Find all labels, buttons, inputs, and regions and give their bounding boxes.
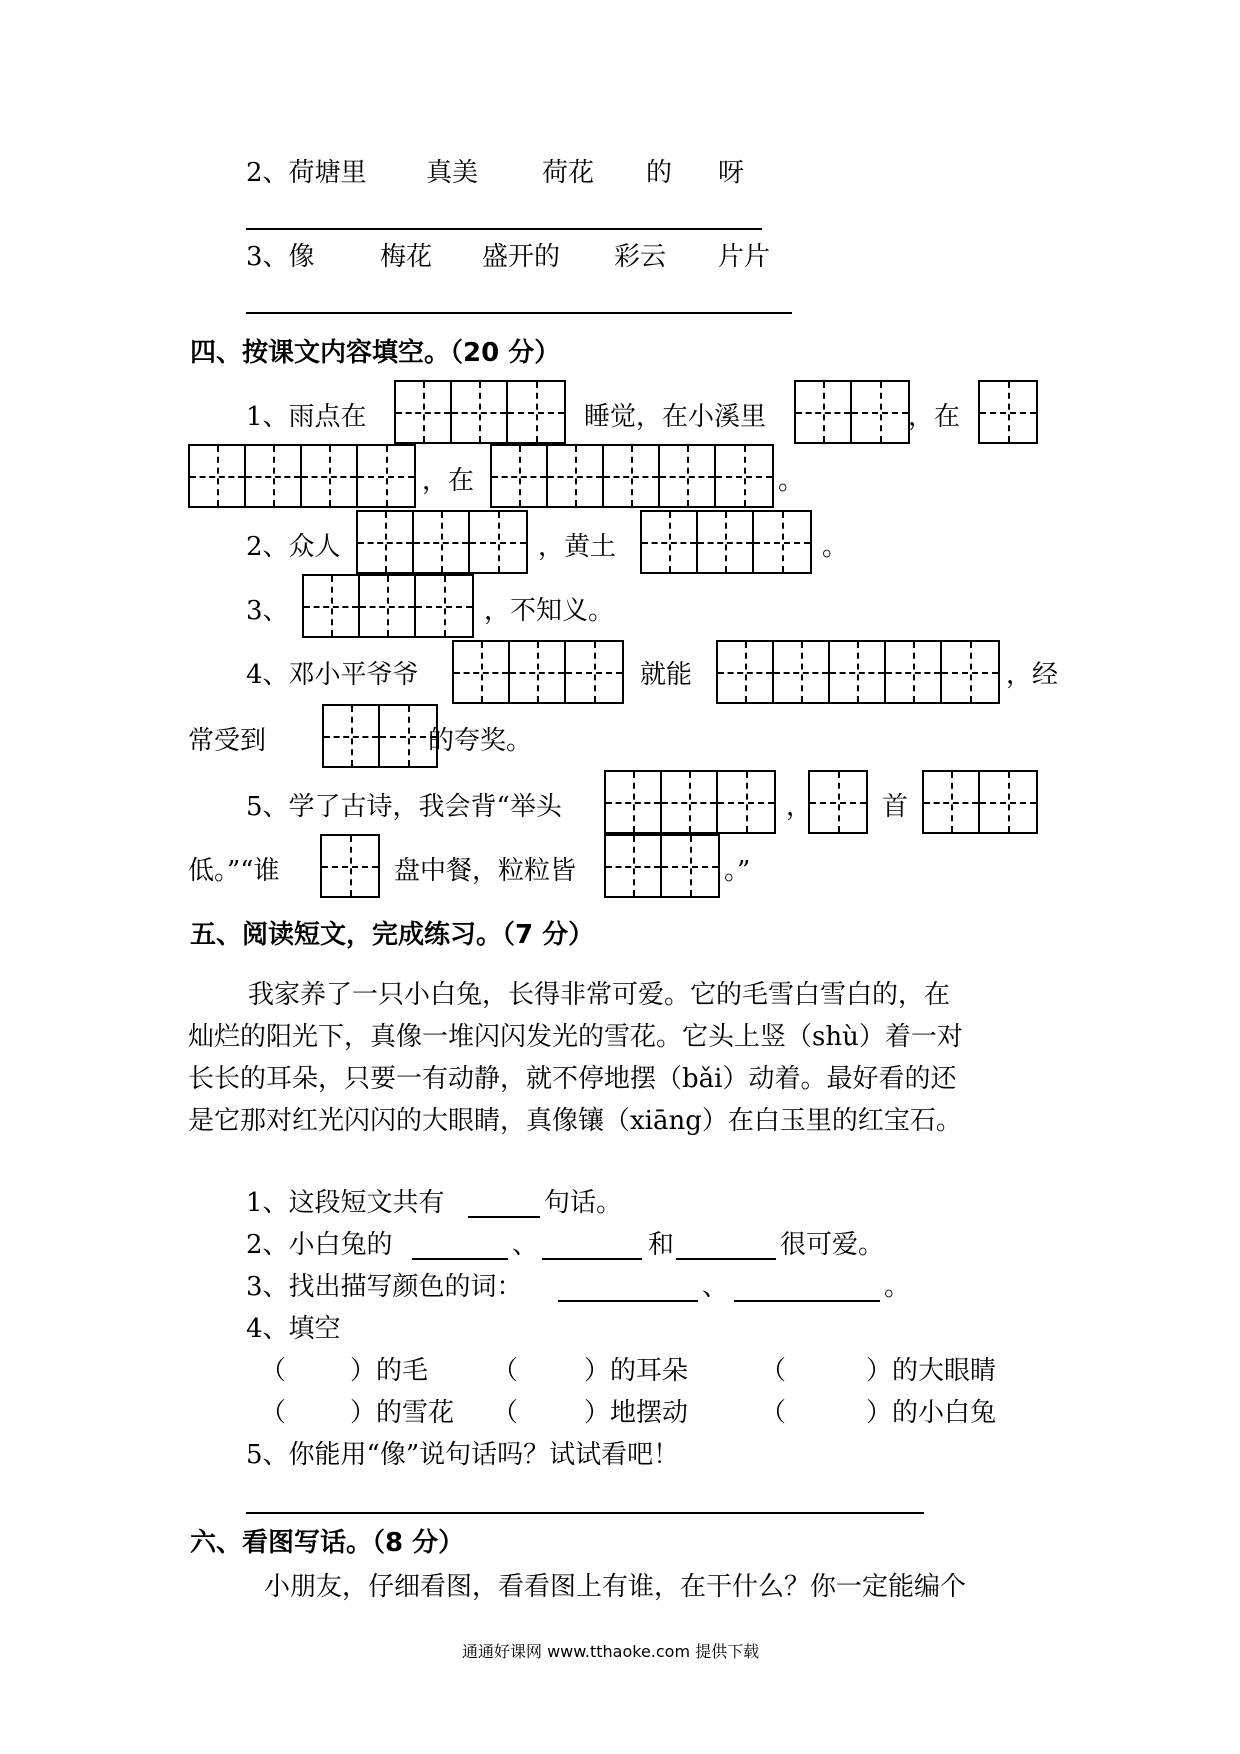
text: 的夸奖。 <box>428 726 533 756</box>
char-grid[interactable] <box>302 574 474 638</box>
word: 盛开的 <box>482 242 561 272</box>
text: 1、雨点在 <box>246 402 367 432</box>
answer-blank[interactable] <box>558 1300 698 1302</box>
text: 。 <box>884 1272 911 1302</box>
text: 就能 <box>640 660 693 690</box>
answer-line[interactable] <box>246 228 762 230</box>
char-grid[interactable] <box>320 834 380 898</box>
text: 常受到 <box>188 726 267 756</box>
answer-blank[interactable] <box>734 1300 880 1302</box>
char-grid[interactable] <box>188 444 416 508</box>
text: 。” <box>724 856 751 886</box>
word: 彩云 <box>614 242 667 272</box>
text: 3、 <box>246 596 289 626</box>
paren-open: （ <box>760 1356 787 1386</box>
text: 小朋友，仔细看图，看看图上有谁，在干什么？你一定能编个 <box>264 1572 967 1602</box>
char-grid[interactable] <box>490 444 774 508</box>
text: 5、学了古诗，我会背“举头 <box>246 792 562 822</box>
section5-title: 五、阅读短文，完成练习。（7 分） <box>190 920 595 950</box>
word: 荷花 <box>542 158 595 188</box>
word: 2、荷塘里 <box>246 158 367 188</box>
text: 、 <box>512 1230 539 1260</box>
char-grid[interactable] <box>716 640 1000 704</box>
answer-line[interactable] <box>246 312 792 314</box>
passage-line: 我家养了一只小白兔，长得非常可爱。它的毛雪白雪白的，在 <box>248 980 951 1010</box>
answer-blank[interactable] <box>676 1258 776 1260</box>
paren-open: （ <box>760 1398 787 1428</box>
word: 3、像 <box>246 242 315 272</box>
text: 首 <box>882 792 909 822</box>
paren-open: （ <box>492 1356 519 1386</box>
text: ， <box>786 792 813 822</box>
text: 低。”“谁 <box>188 856 280 886</box>
text: 盘中餐，粒粒皆 <box>394 856 577 886</box>
fill-label: ）的雪花 <box>350 1398 455 1428</box>
passage-line: 长长的耳朵，只要一有动静，就不停地摆（bǎi）动着。最好看的还 <box>188 1064 957 1094</box>
fill-label: ）的小白兔 <box>866 1398 997 1428</box>
passage-line: 灿烂的阳光下，真像一堆闪闪发光的雪花。它头上竖（shù）着一对 <box>188 1022 963 1052</box>
word: 真美 <box>426 158 479 188</box>
section4-title: 四、按课文内容填空。（20 分） <box>190 338 561 368</box>
text: ，在 <box>908 402 961 432</box>
char-grid[interactable] <box>394 380 566 444</box>
char-grid[interactable] <box>922 770 1038 834</box>
text: 4、填空 <box>246 1314 341 1344</box>
text: 很可爱。 <box>780 1230 885 1260</box>
text: 、 <box>702 1272 729 1302</box>
text: ，黄土 <box>538 532 617 562</box>
paren-open: （ <box>260 1398 287 1428</box>
answer-line[interactable] <box>246 1512 924 1514</box>
section6-title: 六、看图写话。（8 分） <box>190 1528 465 1558</box>
char-grid[interactable] <box>794 380 910 444</box>
char-grid[interactable] <box>640 510 812 574</box>
word: 梅花 <box>380 242 433 272</box>
char-grid[interactable] <box>604 770 776 834</box>
footer-text: 通通好课网 www.tthaoke.com 提供下载 <box>462 1642 760 1661</box>
paren-open: （ <box>260 1356 287 1386</box>
word: 呀 <box>718 158 745 188</box>
char-grid[interactable] <box>808 770 868 834</box>
fill-label: ）的耳朵 <box>584 1356 689 1386</box>
word: 的 <box>646 158 673 188</box>
fill-label: ）地摆动 <box>584 1398 689 1428</box>
text: ，经 <box>1006 660 1059 690</box>
text: 睡觉，在小溪里 <box>584 402 767 432</box>
char-grid[interactable] <box>356 510 528 574</box>
text: 和 <box>648 1230 675 1260</box>
text: ，不知义。 <box>484 596 615 626</box>
fill-label: ）的大眼睛 <box>866 1356 997 1386</box>
text: 5、你能用“像”说句话吗？试试看吧！ <box>246 1440 680 1470</box>
char-grid[interactable] <box>452 640 624 704</box>
fill-label: ）的毛 <box>350 1356 429 1386</box>
char-grid[interactable] <box>604 834 720 898</box>
text: 句话。 <box>544 1188 623 1218</box>
text: 。 <box>778 466 805 496</box>
paren-open: （ <box>492 1398 519 1428</box>
text: 2、众人 <box>246 532 341 562</box>
char-grid[interactable] <box>978 380 1038 444</box>
word: 片片 <box>718 242 771 272</box>
char-grid[interactable] <box>322 704 438 768</box>
passage-line: 是它那对红光闪闪的大眼睛，真像镶（xiāng）在白玉里的红宝石。 <box>188 1106 962 1136</box>
text: 2、小白兔的 <box>246 1230 393 1260</box>
text: 3、找出描写颜色的词： <box>246 1272 523 1302</box>
text: ，在 <box>422 466 475 496</box>
answer-blank[interactable] <box>468 1216 540 1218</box>
answer-blank[interactable] <box>412 1258 508 1260</box>
text: 。 <box>822 532 849 562</box>
answer-blank[interactable] <box>542 1258 642 1260</box>
text: 1、这段短文共有 <box>246 1188 445 1218</box>
text: 4、邓小平爷爷 <box>246 660 419 690</box>
